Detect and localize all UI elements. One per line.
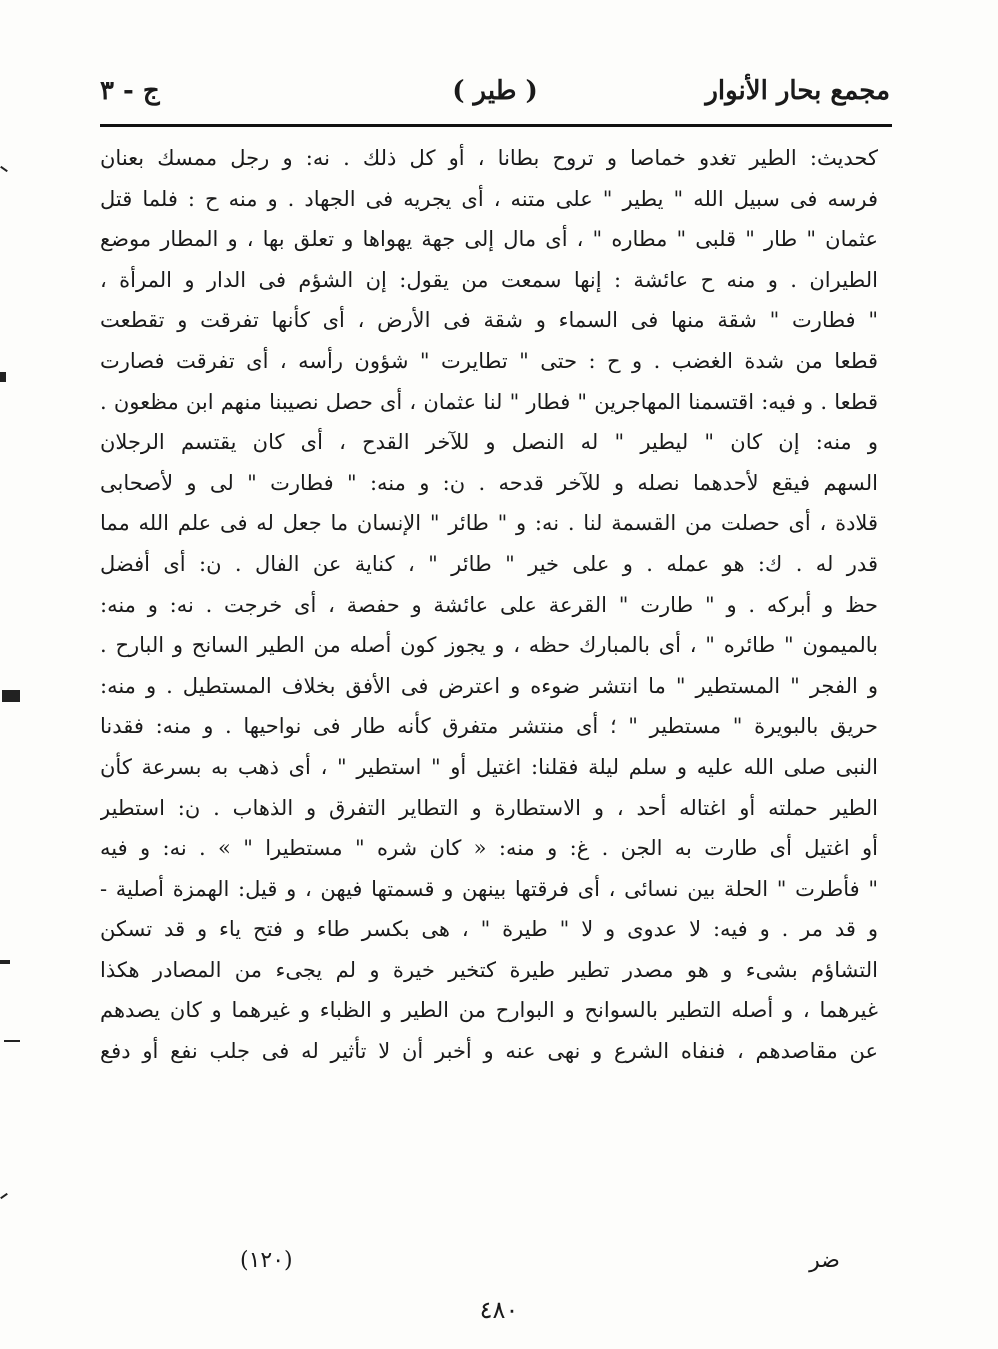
text-line: و قد مر . و فيه: لا عدوى و لا " طيرة " ، هى بكسر طاء و فتح ياء و قد تسكن	[100, 917, 878, 942]
book-title: مجمع بحار الأنوار	[705, 76, 890, 106]
text-line: الطيران . و منه ح عائشة : إنها سمعت من يقول: إن الشؤم فى الدار و المرأة ،	[100, 267, 878, 292]
scan-mark	[4, 1040, 20, 1042]
text-line: حريق بالبويرة " مستطير " ؛ أى منتشر متفرق كأنه طار فى نواحيها . و منه: فقدنا	[100, 714, 878, 739]
scan-mark	[0, 166, 8, 172]
text-line: النبى صلى الله عليه و سلم ليلة فقلنا: اغتيل أو " استطير " ، أى ذهب به بسرعة كأن	[100, 754, 878, 779]
text-line: قلادة ، أى حصلت من القسمة لنا . نه: و " طائر " الإنسان ما جعل له فى علم الله مما	[100, 511, 878, 536]
volume-number: ج - ٣	[100, 76, 160, 106]
text-line: قطعا من شدة الغضب . و ح : حتى " تطايرت " شؤون رأسه ، أى تفرقت فصارت	[100, 348, 878, 373]
entry-heading: ( طير )	[452, 76, 538, 106]
text-line: عثمان " طار " قلبى " مطاره " ، أى مال إلى جهة يهواها و تعلق بها ، و المطار موضع	[100, 227, 878, 252]
text-line: حظ و أبركه . و " طارت " القرعة على عائشة و حفصة ، أى خرجت . نه: و منه:	[100, 592, 878, 617]
text-line: " فأطرت " الحلة بين نسائى ، أى فرقتها بينهن و قسمتها فيهن ، و قيل: الهمزة أصلية -	[100, 876, 878, 901]
body-text	[100, 138, 878, 1072]
text-line: التشاؤم بشىء و هو مصدر تطير طيرة كتخير خيرة و لم يجىء من المصادر هكذا	[100, 957, 878, 982]
text-line: " فطارت " شقة منها فى السماء و شقة فى الأرض ، أى كأنها تفرقت و تقطعت	[100, 308, 878, 333]
text-line: قطعا . و فيه: اقتسمنا المهاجرين " فطار " لنا عثمان ، أى حصل نصيبنا منهم ابن مظعون .	[100, 389, 878, 414]
scan-mark	[2, 690, 20, 702]
scan-mark	[0, 1193, 8, 1199]
text-line: السهم فيقع لأحدهما نصله و للآخر قدحه . ن: و منه: " فطارت " لى و لأصحابى	[100, 470, 878, 495]
text-line: فرسه فى سبيل الله " يطير " على متنه ، أى يجريه فى الجهاد . و منه ح : فلما قتل	[100, 186, 878, 211]
catchword: ضر	[809, 1248, 840, 1273]
text-line: كحديث: الطير تغدو خماصا و تروح بطانا ، أو كل ذلك . نه: و رجل ممسك بعنان	[100, 146, 878, 170]
text-line: و منه: إن كان " ليطير " له النصل و للآخر القدح ، أى كان يقتسم الرجلان	[100, 430, 878, 455]
text-line: بالميمون " طائره " ، أى بالمبارك حظه ، و يجوز كون أصله من الطير السانح و البارح .	[100, 633, 878, 658]
scan-mark	[0, 372, 6, 382]
text-line: الطير حملته أو اغتاله أحد ، و الاستطارة و التطاير التفرق و الذهاب . ن: استطير	[100, 795, 878, 820]
text-line: أو اغتيل أى طارت به الجن . غ: و منه: « كان شره " مستطيرا " » . نه: و فيه	[100, 836, 878, 861]
text-line: عن مقاصدهم ، فنفاه الشرع و نهى عنه و أخبر أن لا تأثير له فى جلب نفع أو دفع	[100, 1039, 878, 1064]
text-line: غيرهما ، و أصله التطير بالسوانح و البوارح من الطير و الظباء و غيرهما و كان يصدهم	[100, 998, 878, 1023]
running-header	[100, 70, 890, 120]
page-footer	[100, 1244, 840, 1284]
scan-mark	[0, 960, 10, 964]
page-number: ٤٨٠	[479, 1296, 519, 1324]
header-rule	[100, 124, 892, 127]
text-line: و الفجر " المستطير " ما انتشر ضوءه و اعترض فى الأفق بخلاف المستطيل . و منه:	[100, 673, 878, 698]
signature-mark: (١٢٠)	[240, 1248, 293, 1273]
text-line: قدر له . ك: هو عمله . و على خير " طائر " ، كناية عن الفال . ن: أى أفضل	[100, 551, 878, 576]
